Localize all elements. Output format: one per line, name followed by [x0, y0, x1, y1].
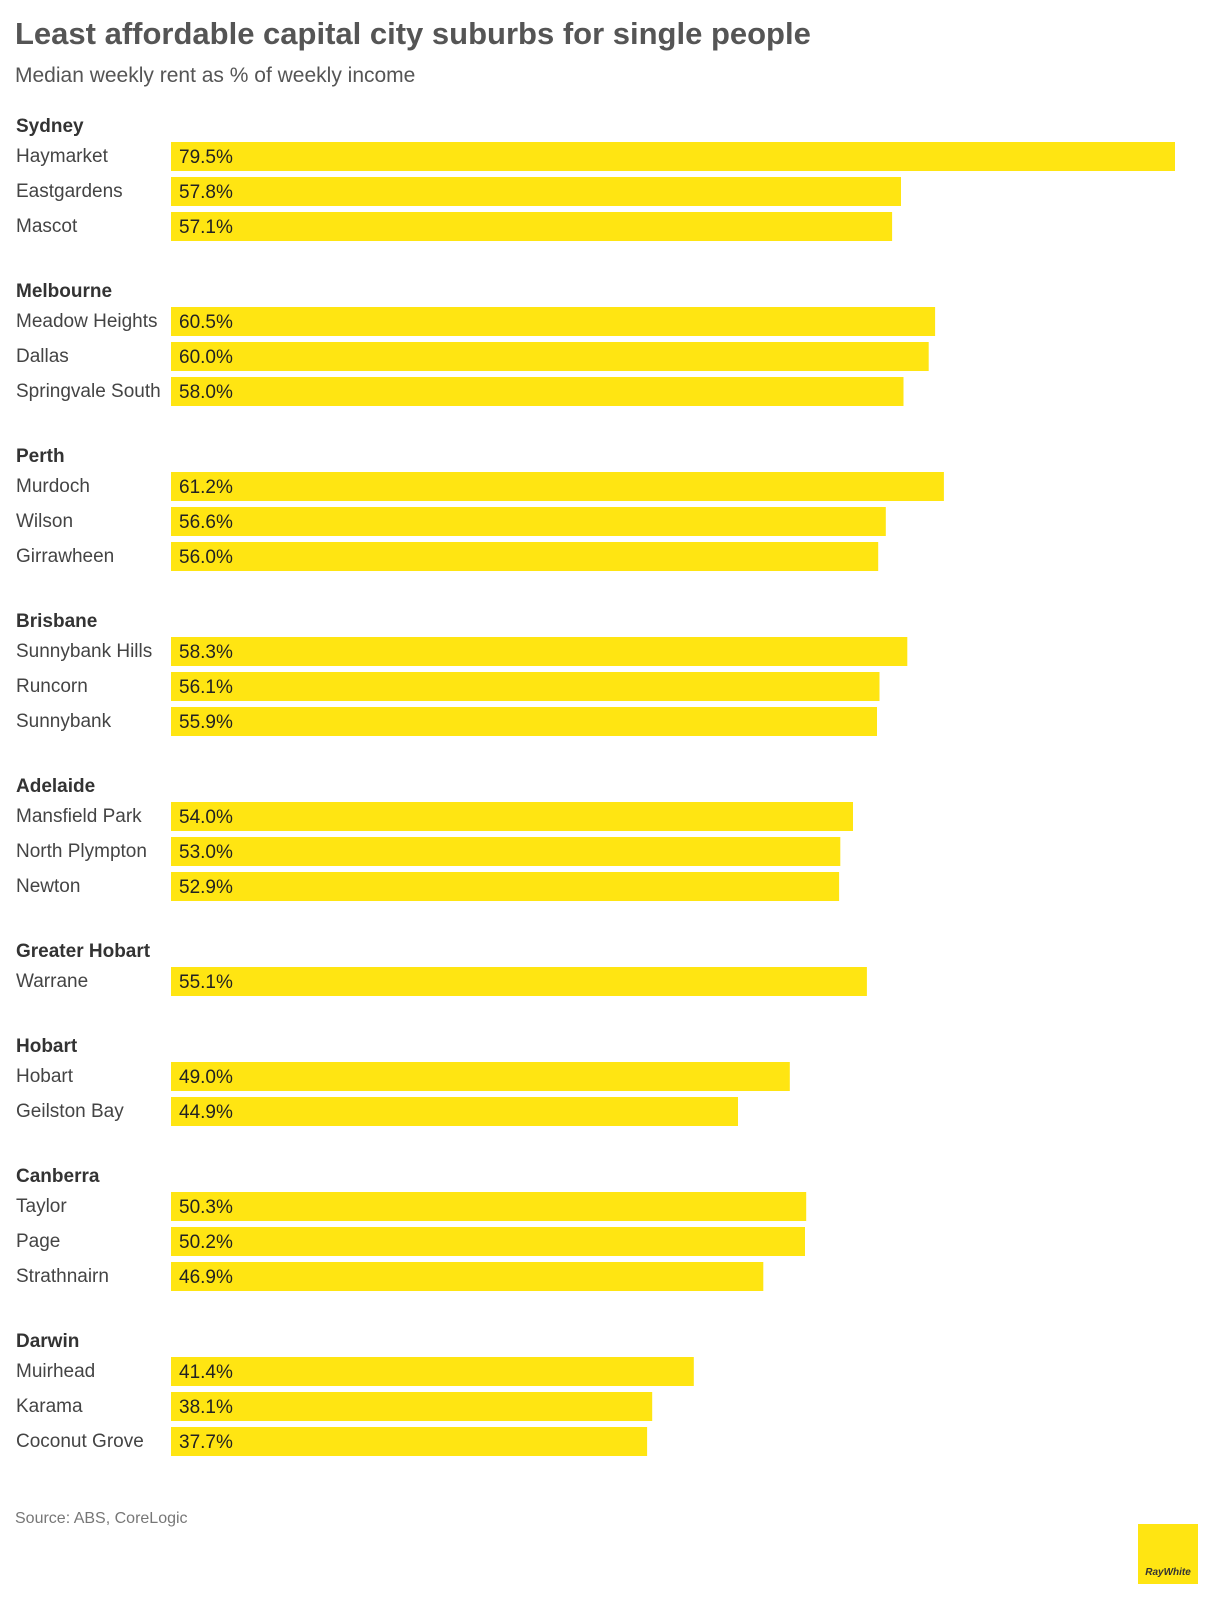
bar	[171, 707, 877, 736]
bar	[171, 472, 944, 501]
category-label: Coconut Grove	[16, 1431, 144, 1452]
value-label: 57.8%	[179, 182, 233, 203]
group-label: Darwin	[16, 1331, 80, 1352]
category-label: Eastgardens	[16, 181, 123, 202]
category-label: Newton	[16, 876, 81, 897]
bar	[171, 1062, 790, 1091]
category-label: Page	[16, 1231, 61, 1252]
bar	[171, 507, 886, 536]
group-label: Melbourne	[16, 281, 113, 302]
chart-title: Least affordable capital city suburbs for single people	[15, 16, 811, 51]
bar	[171, 342, 929, 371]
bar	[171, 377, 904, 406]
category-label: Mascot	[16, 216, 78, 237]
value-label: 56.1%	[179, 677, 233, 698]
value-label: 53.0%	[179, 842, 233, 863]
logo-text: RayWhite	[1145, 1567, 1191, 1578]
category-label: Sunnybank	[16, 711, 112, 732]
ray-white-logo	[1138, 1524, 1198, 1584]
bar	[171, 142, 1175, 171]
category-label: Karama	[16, 1396, 83, 1417]
group-label: Greater Hobart	[16, 941, 151, 962]
bar	[171, 837, 840, 866]
bar	[171, 1427, 647, 1456]
category-label: Geilston Bay	[16, 1101, 124, 1122]
value-label: 50.3%	[179, 1197, 233, 1218]
value-label: 57.1%	[179, 217, 233, 238]
value-label: 60.5%	[179, 312, 233, 333]
group-label: Adelaide	[16, 776, 96, 797]
category-label: Muirhead	[16, 1361, 96, 1382]
value-label: 44.9%	[179, 1102, 233, 1123]
bar	[171, 637, 907, 666]
category-label: Mansfield Park	[16, 806, 142, 827]
value-label: 37.7%	[179, 1432, 233, 1453]
category-label: Girrawheen	[16, 546, 115, 567]
category-label: Strathnairn	[16, 1266, 109, 1287]
value-label: 56.6%	[179, 512, 233, 533]
category-label: Murdoch	[16, 476, 90, 497]
value-label: 61.2%	[179, 477, 233, 498]
bar	[171, 802, 853, 831]
value-label: 46.9%	[179, 1267, 233, 1288]
source-note: Source: ABS, CoreLogic	[15, 1510, 188, 1527]
value-label: 55.1%	[179, 972, 233, 993]
category-label: Sunnybank Hills	[16, 641, 153, 662]
bar	[171, 1357, 694, 1386]
value-label: 58.3%	[179, 642, 233, 663]
bar	[171, 1392, 652, 1421]
value-label: 79.5%	[179, 147, 233, 168]
bar	[171, 1097, 738, 1126]
bar	[171, 1192, 806, 1221]
category-label: Warrane	[16, 971, 89, 992]
value-label: 49.0%	[179, 1067, 233, 1088]
category-label: Taylor	[16, 1196, 67, 1217]
bar	[171, 672, 880, 701]
bar	[171, 307, 935, 336]
value-label: 56.0%	[179, 547, 233, 568]
bar	[171, 1227, 805, 1256]
category-label: Dallas	[16, 346, 69, 367]
chart-subtitle: Median weekly rent as % of weekly income	[15, 64, 416, 87]
bar	[171, 212, 892, 241]
group-label: Brisbane	[16, 611, 98, 632]
bar	[171, 967, 867, 996]
category-label: Haymarket	[16, 146, 108, 167]
value-label: 41.4%	[179, 1362, 233, 1383]
group-label: Canberra	[16, 1166, 100, 1187]
category-label: Runcorn	[16, 676, 88, 697]
group-label: Hobart	[16, 1036, 78, 1057]
category-label: Meadow Heights	[16, 311, 158, 332]
group-label: Perth	[16, 446, 65, 467]
group-label: Sydney	[16, 116, 84, 137]
bar	[171, 177, 901, 206]
category-label: Wilson	[16, 511, 74, 532]
category-label: Springvale South	[16, 381, 161, 402]
bar	[171, 1262, 763, 1291]
bar	[171, 542, 878, 571]
value-label: 60.0%	[179, 347, 233, 368]
value-label: 58.0%	[179, 382, 233, 403]
value-label: 50.2%	[179, 1232, 233, 1253]
bar	[171, 872, 839, 901]
value-label: 52.9%	[179, 877, 233, 898]
value-label: 54.0%	[179, 807, 233, 828]
category-label: North Plympton	[16, 841, 147, 862]
value-label: 38.1%	[179, 1397, 233, 1418]
category-label: Hobart	[16, 1066, 74, 1087]
value-label: 55.9%	[179, 712, 233, 733]
